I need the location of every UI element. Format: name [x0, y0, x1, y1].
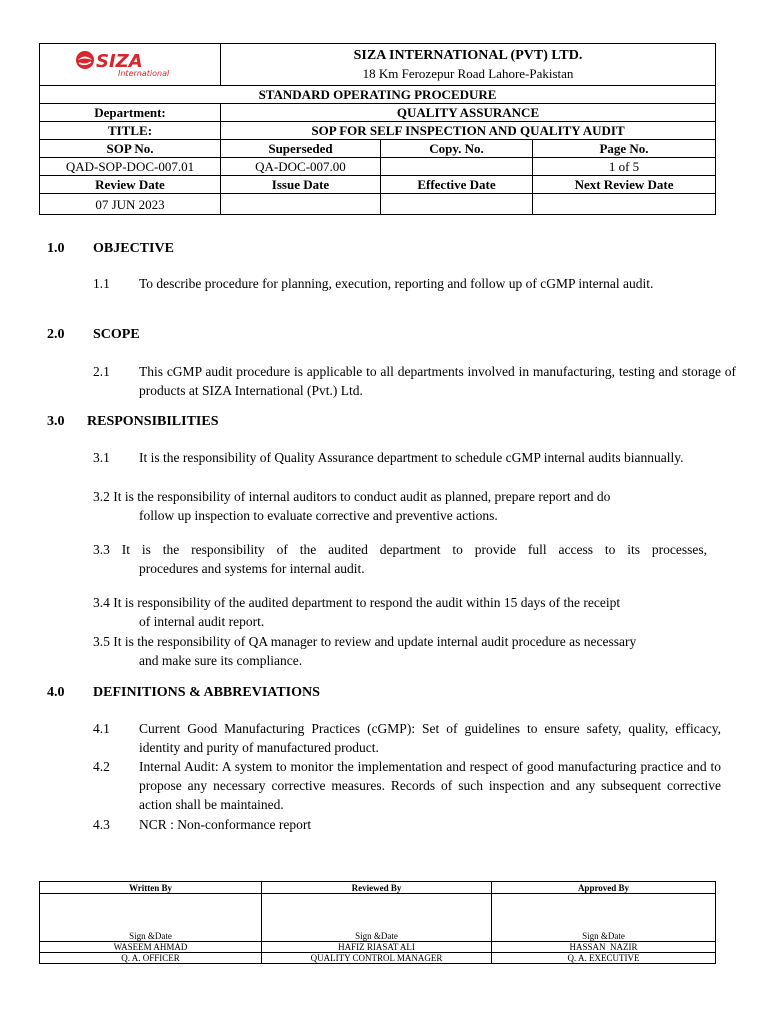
item-number: 3.5	[93, 634, 110, 649]
department-label: Department:	[40, 104, 221, 122]
approved-role: Q. A. EXECUTIVE	[492, 953, 716, 964]
section-number: 2.0	[47, 327, 65, 342]
issue-date-label: Issue Date	[221, 176, 381, 194]
written-sign-date: Sign &Date	[40, 894, 262, 942]
approved-sign-date: Sign &Date	[492, 894, 716, 942]
section-number: 1.0	[47, 241, 65, 256]
company-name: SIZA INTERNATIONAL (PVT) LTD.	[353, 48, 583, 63]
item-number: 3.3	[93, 542, 110, 557]
company-address: 18 Km Ferozepur Road Lahore-Pakistan	[362, 66, 574, 81]
page-no-label: Page No.	[533, 140, 716, 158]
reviewed-role: QUALITY CONTROL MANAGER	[262, 953, 492, 964]
title-value: SOP FOR SELF INSPECTION AND QUALITY AUDIT	[221, 122, 716, 140]
department-value: QUALITY ASSURANCE	[221, 104, 716, 122]
item-text: It is the responsibility of Quality Assurance department to schedule cGMP internal audits biannually.	[139, 450, 684, 465]
item-number: 3.4	[93, 595, 110, 610]
logo-cell	[40, 44, 221, 86]
item-text: Internal Audit: A system to monitor the implementation and respect of good manufacturing practice and to propose any necessary corrective measures. Records of such inspection and any subsequent corrective action shall be maintained.	[139, 759, 721, 812]
approved-by-label: Approved By	[492, 882, 716, 894]
item-text: This cGMP audit procedure is applicable to all departments involved in manufacturing, testing and storage of products at SIZA International (Pvt.) Ltd.	[139, 364, 736, 398]
item-line-2: of internal audit report.	[139, 614, 265, 629]
title-label: TITLE:	[40, 122, 221, 140]
siza-logo	[74, 48, 194, 78]
section-title: OBJECTIVE	[93, 241, 174, 256]
section-number: 3.0	[47, 414, 65, 429]
reviewed-by-label: Reviewed By	[262, 882, 492, 894]
item-line-2: follow up inspection to evaluate corrective and preventive actions.	[139, 508, 498, 523]
sop-no-label: SOP No.	[40, 140, 221, 158]
page-no-value: 1 of 5	[533, 158, 716, 176]
review-date-value: 07 JUN 2023	[40, 194, 221, 215]
logo-text: SIZA	[96, 51, 143, 72]
superseded-label: Superseded	[221, 140, 381, 158]
copy-no-value	[381, 158, 533, 176]
superseded-value: QA-DOC-007.00	[221, 158, 381, 176]
item-number: 3.2	[93, 489, 110, 504]
section-title: SCOPE	[93, 327, 140, 342]
item-number: 2.1	[93, 364, 110, 379]
written-by-label: Written By	[40, 882, 262, 894]
logo-subtext: International	[118, 69, 170, 78]
section-number: 4.0	[47, 685, 65, 700]
item-line-2: procedures and systems for internal audit.	[139, 561, 365, 576]
approved-name: HASSAN NAZIR	[492, 942, 716, 953]
company-cell	[221, 44, 716, 86]
item-number: 1.1	[93, 276, 110, 291]
sop-header-table	[39, 43, 716, 215]
item-line-1: It is the responsibility of the audited department to provide full access to its processes,	[121, 542, 707, 557]
list-item	[93, 593, 620, 612]
doc-type: STANDARD OPERATING PROCEDURE	[40, 86, 716, 104]
section-title: DEFINITIONS & ABBREVIATIONS	[93, 685, 320, 700]
list-item	[93, 632, 636, 651]
item-number: 3.1	[93, 450, 110, 465]
sop-no-value: QAD-SOP-DOC-007.01	[40, 158, 221, 176]
reviewed-sign-date: Sign &Date	[262, 894, 492, 942]
item-text: To describe procedure for planning, execution, reporting and follow up of cGMP internal audit.	[139, 276, 654, 291]
effective-date-label: Effective Date	[381, 176, 533, 194]
item-line-1: It is the responsibility of QA manager to review and update internal audit procedure as necessary	[113, 634, 637, 649]
signature-table	[39, 881, 716, 964]
written-name: WASEEM AHMAD	[40, 942, 262, 953]
next-review-date-label: Next Review Date	[533, 176, 716, 194]
written-role: Q. A. OFFICER	[40, 953, 262, 964]
effective-date-value	[381, 194, 533, 215]
item-line-1: It is responsibility of the audited department to respond the audit within 15 days of the receipt	[113, 595, 621, 610]
reviewed-name: HAFIZ RIASAT ALI	[262, 942, 492, 953]
list-item	[93, 487, 610, 506]
section-title: RESPONSIBILITIES	[87, 414, 219, 429]
next-review-date-value	[533, 194, 716, 215]
issue-date-value	[221, 194, 381, 215]
item-number: 4.1	[93, 721, 110, 736]
item-number: 4.3	[93, 817, 110, 832]
item-text: Current Good Manufacturing Practices (cGMP): Set of guidelines to ensure safety, quality, efficacy, identity and purity of manufactured product.	[139, 721, 721, 755]
item-line-2: and make sure its compliance.	[139, 653, 303, 668]
copy-no-label: Copy. No.	[381, 140, 533, 158]
item-number: 4.2	[93, 759, 110, 774]
list-item	[93, 540, 707, 559]
review-date-label: Review Date	[40, 176, 221, 194]
item-text: NCR : Non-conformance report	[139, 817, 312, 832]
item-line-1: It is the responsibility of internal auditors to conduct audit as planned, prepare report and do	[113, 489, 611, 504]
